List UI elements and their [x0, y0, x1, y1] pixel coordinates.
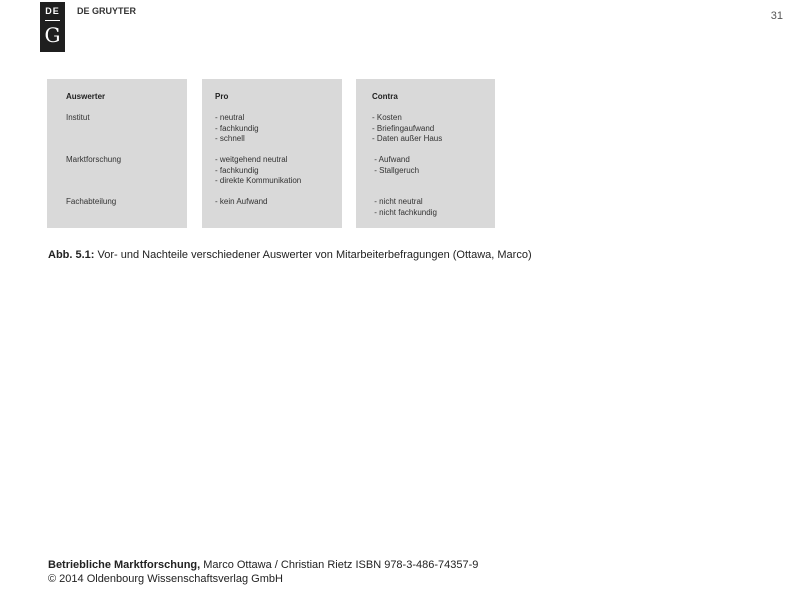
- pro-fachabteilung: - kein Aufwand: [215, 197, 268, 206]
- logo-divider: [45, 20, 60, 21]
- caption-text: Vor- und Nachteile verschiedener Auswerter von Mitarbeiterbefragungen (Ottawa, Marco): [94, 249, 532, 261]
- caption-label: Abb. 5.1:: [48, 249, 95, 261]
- contra-fachabteilung: - nicht neutral - nicht fachkundig: [374, 197, 437, 217]
- row-label-marktforschung: Marktforschung: [66, 155, 122, 164]
- figure-caption: [48, 249, 532, 261]
- footer: [48, 558, 478, 586]
- contra-institut: - Kosten - Briefingaufwand - Daten außer Haus: [372, 113, 443, 143]
- footer-book-title: Betriebliche Marktforschung,: [48, 559, 201, 571]
- column-header-pro: Pro: [215, 92, 229, 101]
- row-label-fachabteilung: Fachabteilung: [66, 197, 117, 206]
- pro-institut: - neutral - fachkundig - schnell: [215, 113, 259, 143]
- logo-de-text: DE: [45, 6, 60, 16]
- footer-book-line: [48, 558, 478, 572]
- publisher-name: DE GRUYTER: [77, 6, 137, 16]
- pro-marktforschung: - weitgehend neutral - fachkundig - direkte Kommunikation: [215, 155, 302, 185]
- footer-copyright: © 2014 Oldenbourg Wissenschaftsverlag GmbH: [48, 573, 283, 585]
- row-label-institut: Institut: [66, 113, 90, 122]
- pro-column: [202, 79, 342, 228]
- publisher-logo: [40, 2, 65, 52]
- page-number: 31: [770, 10, 783, 22]
- column-header-contra: Contra: [372, 92, 398, 101]
- contra-column: [356, 79, 495, 228]
- column-header-auswerter: Auswerter: [66, 92, 106, 101]
- contra-marktforschung: - Aufwand - Stallgeruch: [374, 155, 420, 175]
- footer-book-details: Marco Ottawa / Christian Rietz ISBN 978-3-486-74357-9: [200, 559, 479, 571]
- auswerter-column: [47, 79, 187, 228]
- logo-g-text: G: [44, 23, 61, 47]
